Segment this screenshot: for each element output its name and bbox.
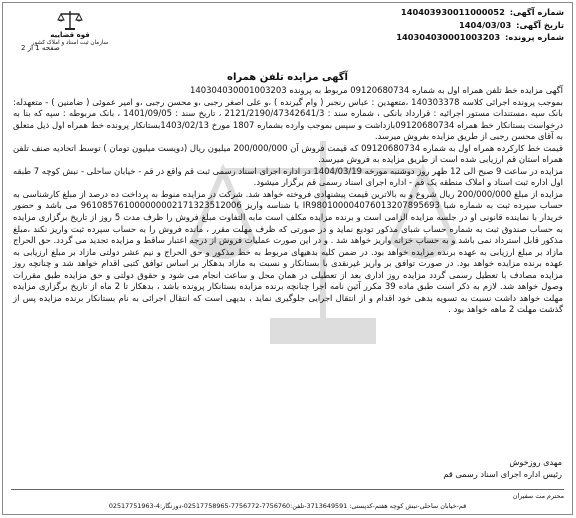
case-number: 140304030001003203 bbox=[396, 32, 501, 42]
signatory-position: رئیس اداره اجرای اسناد رسمی قم bbox=[443, 469, 562, 479]
ad-number: 140403930011000052 bbox=[400, 7, 505, 17]
notice-paragraph: مزایده در ساعت 9 صبح الی 12 ظهر روز دوشنبه مورخه 1404/03/19 در اداره اجرای اسناد رسمی ثبت قم واقع در قم - خیابان ساحلی - نبش کوچه 7 طبقه اول اداره ثبت اسناد و املاک منطقه یک قم - اداره اجرای اسناد رسمی قم برگزار میشود. bbox=[13, 165, 563, 188]
signatory-name: مهدی روزخوش bbox=[509, 457, 562, 467]
signature-block bbox=[443, 456, 562, 480]
notice-paragraph: بموجب پرونده اجرائی کلاسه 140303378 ،متعهدین : عباس رنجبر ( وام گیرنده ) ،و علی اصغر رجبی ،و محسن رجبی ،و امیر عموئی ( ضامنین ) - متعهدله: بانک سپه ،مستندات مستور اجرائیه : قرارداد بانکی ، شماره سند : 2121/2190/47342641/3 ، تاریخ سند : 1401/09/05 ، بانک مربوطه : سپه که بنا به درخواست بستانکار خط همراه 09120680734بازداشت و سپس بموجب وارده بشماره 1807 مورخ 1403/02/13بستانکار پرونده خط همراه اول ذیل متعلق به آقای محسن رجبی از طریق مزایده بفروش میرسد. bbox=[13, 96, 564, 142]
org-sub: سازمان ثبت اسناد و املاک کشور bbox=[31, 40, 109, 46]
document-page bbox=[2, 2, 573, 515]
judiciary-logo bbox=[15, 9, 125, 61]
ad-date-label: تاریخ آگهی: bbox=[516, 19, 564, 30]
page-title: آگهی مزایده تلفن همراه bbox=[227, 72, 348, 83]
scales-of-justice-icon bbox=[57, 9, 83, 31]
org-name: قوه قضاییه bbox=[50, 31, 90, 39]
ad-number-label: شماره آگهی: bbox=[509, 7, 564, 17]
ad-meta bbox=[394, 6, 564, 44]
ad-date: 1404/03/03 bbox=[459, 19, 512, 30]
footer-address: قم-خیابان ساحلی-نبش کوچه هفتم-کدپستی: 3713649591-تلفن:7756760-7756772-02517758965-دورنگار:4-02517751963 bbox=[108, 502, 467, 510]
ad-number-row bbox=[394, 6, 564, 19]
page-number: صفحه 1 از 2 bbox=[21, 44, 60, 52]
case-number-row bbox=[394, 31, 564, 44]
page-footer bbox=[11, 489, 564, 514]
notice-body bbox=[13, 85, 563, 316]
case-number-label: شماره پرونده: bbox=[505, 32, 564, 42]
footer-label: محترم مت سفیران bbox=[512, 492, 564, 500]
notice-paragraph: قیمت خط کارکرده همراه اول به شماره 09120680734 که قیمت فروش آن 200/000/000 میلیون ریال (دویست میلیون تومان ) توسط اتحادیه صنف تلفن همراه استان قم ارزیابی شده است از طریق مزایده به فروش میرسد. bbox=[13, 142, 564, 165]
ad-date-row bbox=[394, 19, 564, 32]
notice-paragraph: مزایده از مبلغ 200/000/000 ریال شروع و به بالاترین قیمت پیشنهادی فروخته خواهد شد. شرکت در مزایده منوط به پرداخت ده درصد از مبلغ کارشناسی به حساب سپرده ثبت به شماره شبا IR980100004076013207895693 با شناسه واریز 961085761000000002171323512006 می باشد و حضور خریدار با نماینده قانونی او در جلسه مزایده الزامی است و برنده مزایده مکلف است مابه التفاوت مبلغ فروش را ظرف مدت 5 روز از تاریخ برگزاری مزایده به حساب صندوق ثبت به شماره حساب شبای مذکور تودیع نماید و در صورتی که ظرف مهلت مقرر ، مانده فروش را به حساب سپرده ثبت واریز نکند ،مبلغ مذکور قابل استرداد نمی باشد و به حساب خزانه واریز خواهد شد . و در این صورت عملیات فروش از درجه اعتبار ساقط و مزایده تجدید می گردد. حق الحراج مازاد بر مبلغ ارزیابی به عهده برنده مزایده خواهد بود. در ضمن کلیه بدهیهای مربوط به خط مذکور و حق الحراج و نیم عشر دولتی مازاد بر مبلغ ارزیابی به عهده برنده مزایده خواهد بود. در صورت توافق بر واریز غیرنقدی با بستانکار و نسبت به مازاد بدهکار بر اساس توافق کتبی اقدام خواهد شد و چنانچه روز مزایده مصادف با تعطیل رسمی گردد مزایده روز اداری بعد از تعطیلی در همان محل و ساعت انجام می شود و حقوق دولتی و حق مزایده طبق مقررات وصول خواهد شد. لازم به ذکر است طبق ماده 39 مکرر آئین نامه اجرا چنانچه برنده مزایده بستانکار پرونده باشد ، بدهکار تا 2 ماه از تاریخ برگزاری مزایده مهلت خواهد داشت نسبت به تسویه بدهی خود اقدام و از انتقال اجرایی جلوگیری نماید ، بدیهی است که انتقال اجرائی به نام بستانکار برنده مزایده پس از گذشت مهلت 2 ماهه خواهد بود . bbox=[13, 188, 564, 315]
notice-paragraph: آگهی مزایده خط تلفن همراه اول به شماره 09120680734 مربوط به پرونده 140304030001003203 bbox=[190, 85, 563, 95]
